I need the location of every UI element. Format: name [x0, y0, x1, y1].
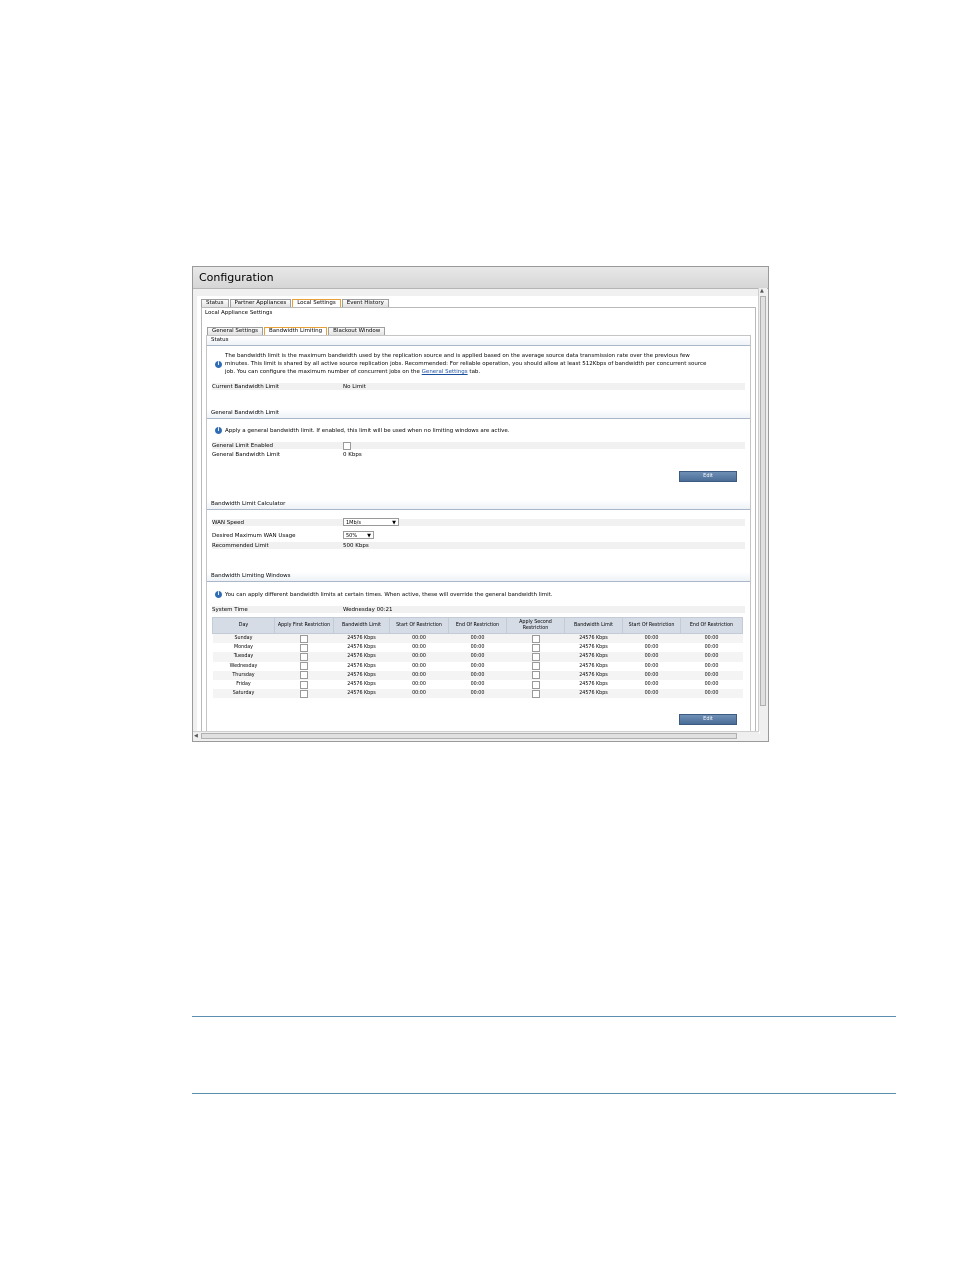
apply-first-checkbox[interactable]: [300, 681, 308, 689]
start1-cell: 00:00: [412, 645, 426, 651]
start2-cell: 00:00: [623, 652, 681, 661]
end1-cell: 00:00: [470, 663, 485, 669]
status-info-line3-end: tab.: [469, 369, 481, 375]
end2-cell: 00:00: [681, 634, 743, 644]
start1-cell: 00:00: [390, 652, 449, 661]
end2-cell: 00:00: [704, 645, 719, 651]
general-limit-value: 0 Kbps: [343, 452, 362, 458]
bw2-cell: 24576 Kbps: [565, 652, 623, 661]
info-icon: i: [215, 427, 222, 434]
table-row: [213, 634, 743, 644]
recommended-value: 500 Kbps: [343, 543, 369, 549]
start2-cell: 00:00: [644, 663, 659, 669]
horizontal-scrollbar[interactable]: [193, 731, 759, 740]
table-header: [213, 618, 743, 634]
start2-cell: 00:00: [623, 671, 681, 680]
apply-second-checkbox[interactable]: [532, 635, 540, 643]
limiting-windows-table: [212, 617, 743, 698]
tab-event-history[interactable]: Event History: [342, 299, 389, 307]
table-row: [213, 652, 743, 661]
recommended-label: Recommended Limit: [212, 543, 269, 549]
end1-cell: 00:00: [470, 645, 485, 651]
table-row: [213, 643, 743, 652]
end1-cell: 00:00: [449, 671, 507, 680]
apply-second-checkbox[interactable]: [532, 690, 540, 698]
system-time-value: Wednesday 00:21: [343, 607, 393, 613]
bw2-cell: 24576 Kbps: [565, 634, 623, 644]
apply-second-cell: [507, 680, 565, 689]
tab-partner-appliances[interactable]: Partner Appliances: [230, 299, 292, 307]
end2-cell: 00:00: [704, 663, 719, 669]
day-cell: Wednesday: [229, 663, 258, 669]
wan-speed-row: [212, 519, 745, 526]
apply-first-checkbox[interactable]: [300, 690, 308, 698]
apply-second-cell: [507, 671, 565, 680]
day-cell: Saturday: [213, 689, 275, 698]
general-enabled-label: General Limit Enabled: [212, 443, 274, 449]
current-limit-label: Current Bandwidth Limit: [212, 384, 280, 390]
bw1-cell: 24576 Kbps: [347, 682, 376, 688]
recommended-row: [212, 542, 745, 549]
table-row: [213, 671, 743, 680]
apply-second-cell: [507, 652, 565, 661]
chevron-down-icon: ▼: [367, 533, 371, 539]
info-icon: i: [215, 361, 222, 368]
status-info-line2: minutes. This limit is shared by all active source replication jobs. Recommended: For reliable operation, you should allow at least 512Kbps of bandwidth per concurrent source: [225, 361, 707, 367]
start1-cell: 00:00: [412, 663, 426, 669]
column-header[interactable]: End Of Restriction: [681, 618, 743, 634]
apply-second-cell: [507, 643, 565, 652]
day-cell: Tuesday: [213, 652, 275, 661]
bw1-cell: 24576 Kbps: [334, 671, 390, 680]
apply-second-checkbox[interactable]: [532, 653, 540, 661]
tab-blackout-window[interactable]: Blackout Window: [328, 327, 385, 335]
section-title: Local Appliance Settings: [205, 310, 273, 316]
bw2-cell: 24576 Kbps: [565, 671, 623, 680]
apply-first-checkbox[interactable]: [300, 662, 308, 670]
bw2-cell: 24576 Kbps: [579, 682, 608, 688]
bw2-cell: 24576 Kbps: [565, 689, 623, 698]
end1-cell: 00:00: [470, 682, 485, 688]
calculator-heading: Bandwidth Limit Calculator: [207, 500, 750, 510]
column-header[interactable]: Start Of Restriction: [623, 618, 681, 634]
table-row: [213, 662, 743, 671]
start2-cell: 00:00: [644, 682, 659, 688]
apply-second-cell: [507, 689, 565, 698]
general-heading: General Bandwidth Limit: [207, 409, 750, 419]
scroll-up-icon[interactable]: ▲: [760, 288, 764, 294]
status-info-line3: [225, 369, 480, 375]
vertical-scrollbar[interactable]: [758, 288, 767, 731]
windows-heading: Bandwidth Limiting Windows: [207, 572, 750, 582]
end2-cell: 00:00: [681, 652, 743, 661]
column-header[interactable]: Apply Second Restriction: [507, 618, 565, 634]
general-info: Apply a general bandwidth limit. If enabled, this limit will be used when no limiting windows are active.: [225, 428, 510, 434]
end1-cell: 00:00: [449, 689, 507, 698]
configuration-window: [192, 266, 769, 742]
day-cell: Friday: [236, 682, 251, 688]
start2-cell: 00:00: [623, 634, 681, 644]
apply-first-cell: [275, 634, 334, 644]
column-header[interactable]: Apply First Restriction: [275, 618, 334, 634]
windows-edit-button[interactable]: Edit: [679, 714, 737, 725]
bw2-cell: 24576 Kbps: [579, 663, 608, 669]
general-limit-label: General Bandwidth Limit: [212, 452, 281, 458]
current-limit-value: No Limit: [343, 384, 366, 390]
general-enabled-checkbox[interactable]: [343, 442, 351, 450]
bw1-cell: 24576 Kbps: [334, 652, 390, 661]
apply-first-checkbox[interactable]: [300, 644, 308, 652]
end2-cell: 00:00: [681, 689, 743, 698]
end2-cell: 00:00: [681, 671, 743, 680]
usage-label: Desired Maximum WAN Usage: [212, 533, 296, 539]
apply-second-checkbox[interactable]: [532, 671, 540, 679]
chevron-down-icon: ▼: [392, 520, 396, 526]
start1-cell: 00:00: [390, 671, 449, 680]
vertical-scroll-thumb[interactable]: [760, 296, 766, 706]
apply-second-checkbox[interactable]: [532, 662, 540, 670]
apply-second-checkbox[interactable]: [532, 644, 540, 652]
end2-cell: 00:00: [704, 682, 719, 688]
info-icon: i: [215, 591, 222, 598]
start1-cell: 00:00: [390, 689, 449, 698]
start1-cell: 00:00: [390, 634, 449, 644]
wan-speed-label: WAN Speed: [212, 520, 245, 526]
status-info-line3-text: job. You can configure the maximum number of concurrent jobs on the: [225, 369, 420, 375]
apply-first-cell: [275, 652, 334, 661]
start2-cell: 00:00: [644, 645, 659, 651]
bw1-cell: 24576 Kbps: [347, 663, 376, 669]
apply-first-cell: [275, 643, 334, 652]
divider-bottom: [192, 1093, 896, 1094]
divider-top: [192, 1016, 896, 1017]
local-settings-panel: [201, 307, 756, 734]
window-title: Configuration: [199, 271, 274, 284]
windows-info: You can apply different bandwidth limits at certain times. When active, these will override the general bandwidth limit.: [225, 592, 553, 598]
system-time-label: System Time: [212, 607, 248, 613]
bw2-cell: 24576 Kbps: [579, 645, 608, 651]
wan-speed-value: 1Mb/s: [346, 520, 361, 526]
apply-first-cell: [275, 671, 334, 680]
sub-tabs: [207, 327, 385, 335]
content-area: [197, 296, 760, 734]
tab-bandwidth-limiting[interactable]: Bandwidth Limiting: [264, 327, 327, 335]
table-row: [213, 680, 743, 689]
day-cell: Sunday: [213, 634, 275, 644]
horizontal-scroll-thumb[interactable]: [201, 733, 737, 739]
apply-second-cell: [507, 662, 565, 671]
general-edit-button[interactable]: Edit: [679, 471, 737, 482]
bw1-cell: 24576 Kbps: [334, 634, 390, 644]
table-row: [213, 689, 743, 698]
scroll-left-icon[interactable]: ◀: [194, 733, 198, 739]
bw1-cell: 24576 Kbps: [334, 689, 390, 698]
day-cell: Monday: [234, 645, 253, 651]
usage-select[interactable]: [343, 531, 374, 539]
tab-status[interactable]: Status: [201, 299, 229, 307]
general-settings-link[interactable]: General Settings: [421, 369, 468, 375]
column-header[interactable]: Bandwidth Limit: [565, 618, 623, 634]
start2-cell: 00:00: [623, 689, 681, 698]
column-header[interactable]: Start Of Restriction: [390, 618, 449, 634]
end1-cell: 00:00: [449, 634, 507, 644]
apply-first-checkbox[interactable]: [300, 635, 308, 643]
tab-local-settings[interactable]: Local Settings: [292, 299, 341, 307]
apply-first-cell: [275, 689, 334, 698]
apply-second-checkbox[interactable]: [532, 681, 540, 689]
apply-first-checkbox[interactable]: [300, 671, 308, 679]
wan-speed-select[interactable]: [343, 518, 399, 526]
general-enabled-row: [212, 442, 745, 449]
status-info-line1: The bandwidth limit is the maximum bandwidth used by the replication source and is applied based on the average source data transmission rate over the previous few: [225, 353, 690, 359]
start1-cell: 00:00: [412, 682, 426, 688]
tab-general-settings[interactable]: General Settings: [207, 327, 263, 335]
bandwidth-limiting-panel: [206, 335, 751, 734]
apply-first-checkbox[interactable]: [300, 653, 308, 661]
apply-first-cell: [275, 662, 334, 671]
usage-value: 50%: [346, 533, 358, 539]
column-header[interactable]: Day: [213, 618, 275, 634]
column-header[interactable]: Bandwidth Limit: [334, 618, 390, 634]
current-limit-row: [212, 383, 745, 390]
apply-second-cell: [507, 634, 565, 644]
column-header[interactable]: End Of Restriction: [449, 618, 507, 634]
system-time-row: [212, 606, 745, 613]
status-heading: Status: [207, 336, 750, 346]
bw1-cell: 24576 Kbps: [347, 645, 376, 651]
end1-cell: 00:00: [449, 652, 507, 661]
apply-first-cell: [275, 680, 334, 689]
window-title-bar: [193, 267, 768, 289]
day-cell: Thursday: [213, 671, 275, 680]
main-tabs: [201, 299, 389, 307]
